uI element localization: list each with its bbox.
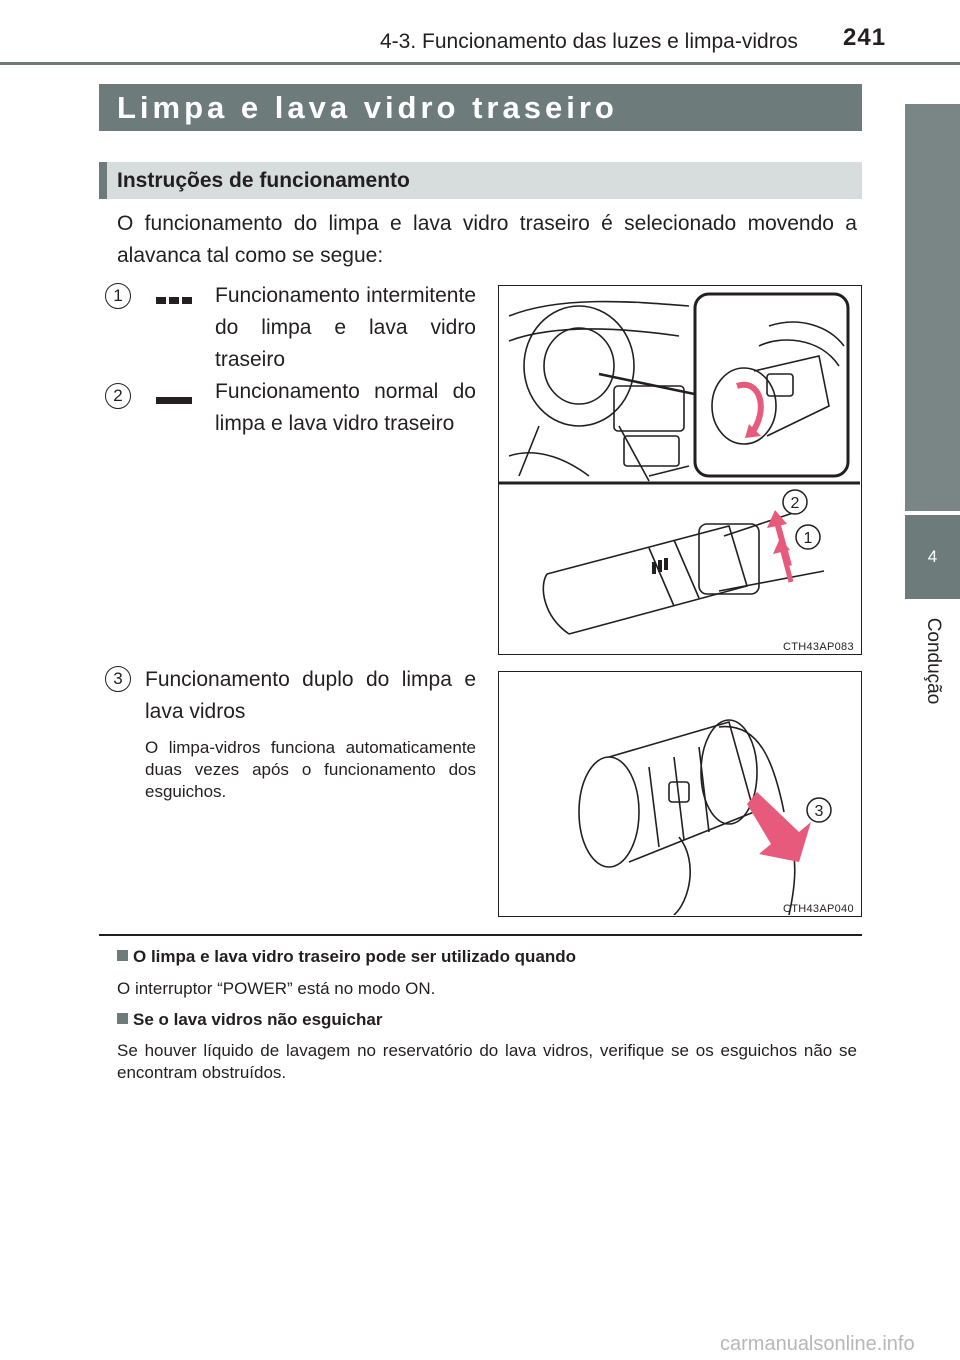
subsection-accent [99,162,107,199]
chapter-tab-label: Condução [922,617,944,704]
running-header-section: 4-3. Funcionamento das luzes e limpa-vidros [380,30,798,53]
lever-pull-illustration [499,672,860,915]
section-title: Limpa e lava vidro traseiro [117,90,618,125]
callout-3: 3 [814,803,824,820]
figure-1-code: CTH43AP083 [783,641,854,653]
item-1-text: Funcionamento intermitente do limpa e lava vidro traseiro [215,284,476,371]
dashed-bar-icon [156,292,192,300]
header-rule [0,62,960,65]
watermark[interactable]: carmanualsonline.info [720,1333,915,1355]
figure-double-wash [498,671,862,917]
chapter-tab-strip [905,104,960,511]
note-2-heading-text: Se o lava vidros não esguichar [133,1010,383,1029]
note-2-body: Se houver líquido de lavagem no reservatório do lava vidros, verifique se os esguichos não se encontram obstruídos. [117,1041,857,1082]
item-2-number: 2 [105,383,131,409]
item-3-detail: O limpa-vidros funciona automaticamente duas vezes após o funcionamento dos esguichos. [145,738,476,801]
solid-bar-icon [156,392,192,400]
intro-paragraph: O funcionamento do limpa e lava vidro traseiro é selecionado movendo a alavanca tal como se segue: [117,212,857,267]
note-1-heading [117,947,576,967]
item-3-number: 3 [105,666,131,692]
callout-2: 2 [790,495,800,512]
notes-divider [99,934,862,936]
note-1-heading-text: O limpa e lava vidro traseiro pode ser utilizado quando [133,947,577,966]
note-square-icon [117,950,128,961]
item-2-text: Funcionamento normal do limpa e lava vidro traseiro [215,380,476,435]
lever-illustration [499,286,860,653]
figure-2-code: CTH43AP040 [783,903,854,915]
subsection-title: Instruções de funcionamento [117,169,410,192]
callout-1: 1 [803,530,813,547]
chapter-tab-label-box [905,603,960,718]
item-3-text: Funcionamento duplo do limpa e lava vidros [145,668,476,723]
chapter-tab-number[interactable]: 4 [905,515,960,599]
note-square-icon [117,1013,128,1024]
figure-lever-operation [498,285,862,655]
page-number: 241 [843,24,887,51]
note-2-heading [117,1010,382,1030]
note-1-body: O interruptor “POWER” está no modo ON. [117,979,436,998]
item-1-number: 1 [105,283,131,309]
